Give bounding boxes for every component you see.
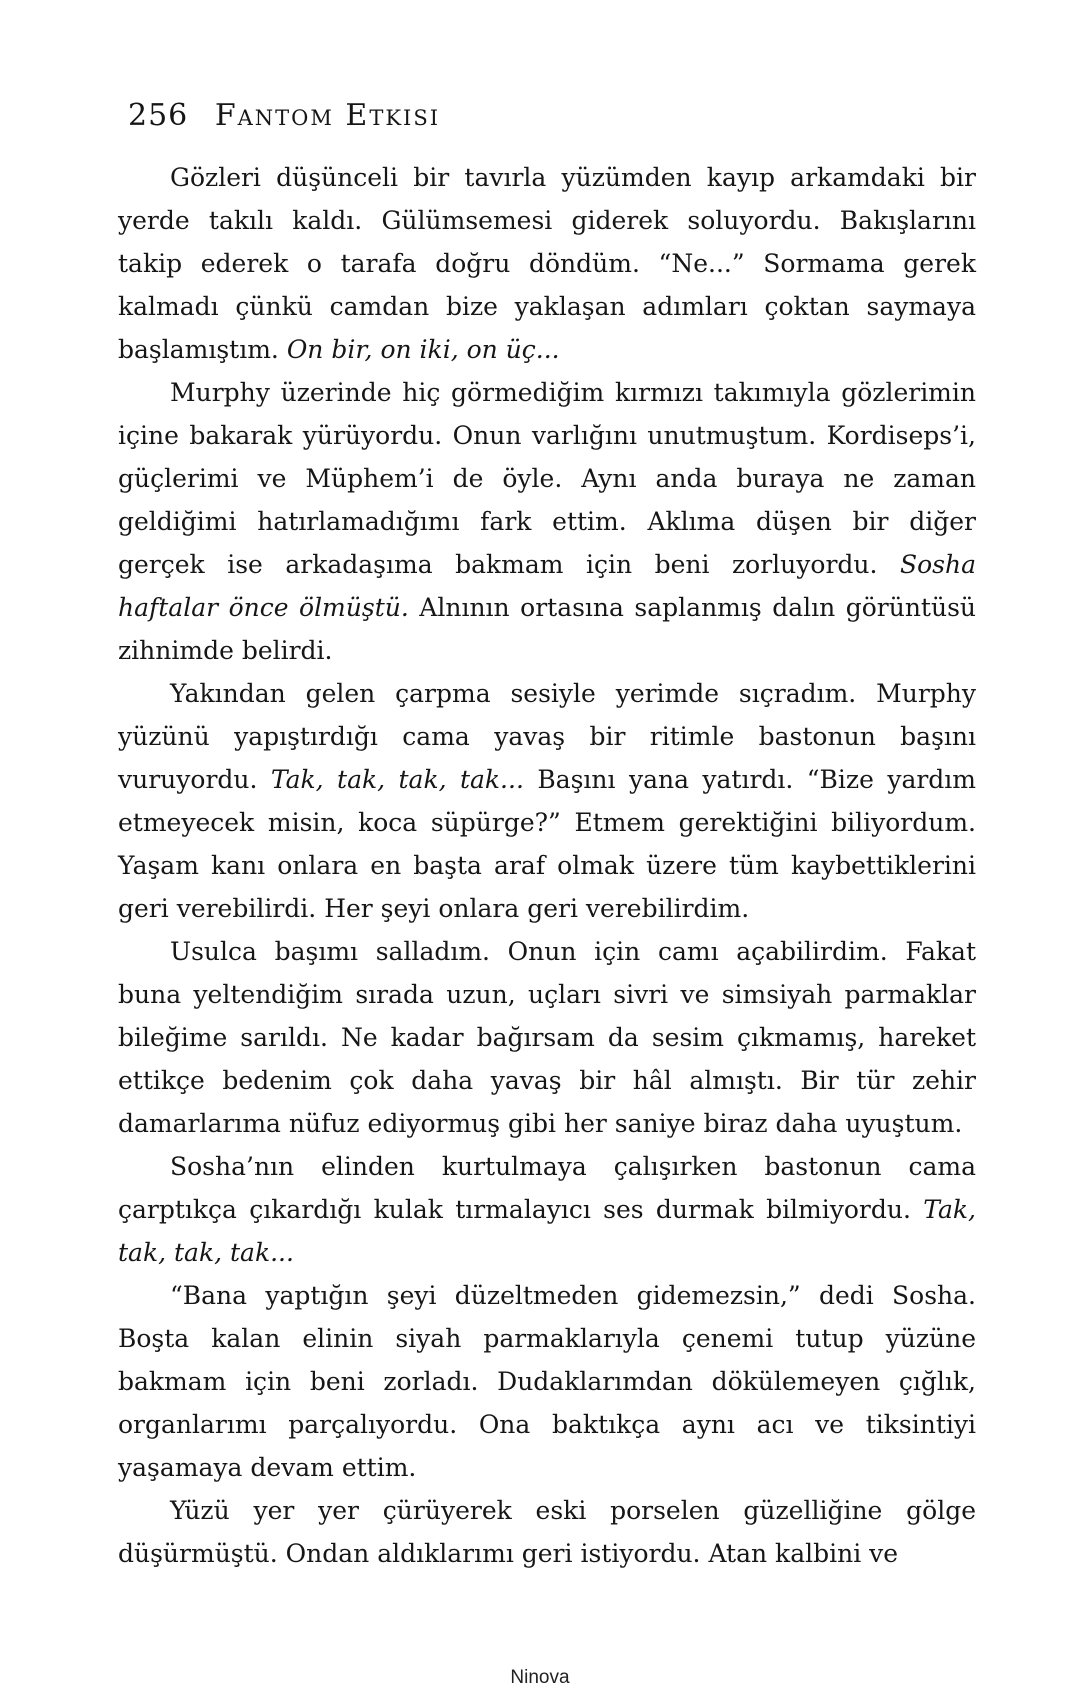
italic-run: On bir, on iki, on üç... [286, 335, 560, 364]
book-title: Fantom Etkisi [214, 98, 441, 133]
paragraph [118, 156, 976, 371]
text-run: Murphy üzerinde hiç görmediğim kırmızı takımıyla gözlerimin içine bakarak yürüyordu. Onun varlığını unutmuştum. Kordiseps’i, güçlerimi ve Müphem’i de öyle. Aynı anda buraya ne zaman geldiğimi hatırlamadığımı fark ettim. Aklıma düşen bir diğer gerçek ise arkadaşıma bakmam için beni zorluyordu. [118, 378, 976, 579]
text-run: “Bana yaptığın şeyi düzeltmeden gidemezsin,” dedi Sosha. Boşta kalan elinin siyah parmaklarıyla çenemi tutup yüzüne bakmam için beni zorladı. Dudaklarımdan dökülemeyen çığlık, organlarımı parçalıyordu. Ona baktıkça aynı acı ve tiksintiyi yaşamaya devam ettim. [118, 1281, 976, 1482]
text-run: Başını yana yatırdı. “Bize yardım etmeyecek misin, koca süpürge?” Etmem gerektiğini biliyordum. Yaşam kanı onlara en başta araf olmak üzere tüm kaybettiklerini geri verebilirdi. Her şeyi onlara geri verebilirdim. [118, 765, 976, 923]
paragraph [118, 672, 976, 930]
paragraph [118, 1274, 976, 1489]
italic-run: Tak, tak, tak, tak... [118, 1195, 976, 1267]
body-text [118, 156, 976, 1575]
text-run: Yakından gelen çarpma sesiyle yerimde sıçradım. Murphy yüzünü yapıştırdığı cama yavaş bir ritimle bastonun başını vuruyordu. [118, 679, 976, 794]
paragraph [118, 930, 976, 1145]
text-run: Gözleri düşünceli bir tavırla yüzümden kayıp arkamdaki bir yerde takılı kaldı. Gülümsemesi giderek soluyordu. Bakışlarını takip ederek o tarafa doğru döndüm. “Ne...” Sormama gerek kalmadı çünkü camdan bize yaklaşan adımları çoktan saymaya başlamıştım. [118, 163, 976, 364]
publisher-footer: Ninova [510, 1667, 570, 1688]
running-header [128, 96, 440, 136]
paragraph [118, 1145, 976, 1274]
text-run: Yüzü yer yer çürüyerek eski porselen güzelliğine gölge düşürmüştü. Ondan aldıklarımı geri istiyordu. Atan kalbini ve [118, 1496, 976, 1568]
italic-run: Tak, tak, tak, tak... [270, 765, 524, 794]
italic-run: Sosha haftalar önce ölmüştü. [118, 550, 976, 622]
page-number: 256 [128, 98, 189, 133]
text-run: Sosha’nın elinden kurtulmaya çalışırken bastonun cama çarptıkça çıkardığı kulak tırmalayıcı ses durmak bilmiyordu. [118, 1152, 976, 1224]
paragraph [118, 1489, 976, 1575]
text-run: Usulca başımı salladım. Onun için camı açabilirdim. Fakat buna yeltendiğim sırada uzun, uçları sivri ve simsiyah parmaklar bileğime sarıldı. Ne kadar bağırsam da sesim çıkmamış, hareket ettikçe bedenim çok daha yavaş bir hâl almıştı. Bir tür zehir damarlarıma nüfuz ediyormuş gibi her saniye biraz daha uyuştum. [118, 937, 976, 1138]
text-run: Alnının ortasına saplanmış dalın görüntüsü zihnimde belirdi. [118, 593, 976, 665]
paragraph [118, 371, 976, 672]
